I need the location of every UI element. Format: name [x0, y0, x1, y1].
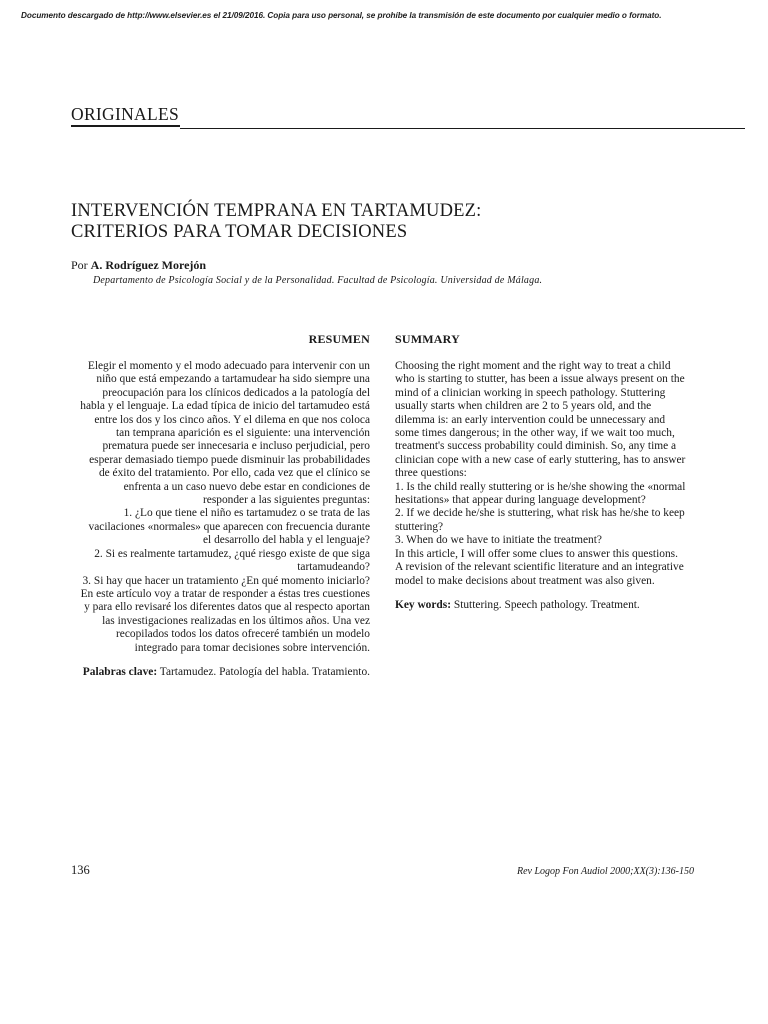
resumen-line: prematura puede ser innecesaria e incluso perjudicial, pero [102, 440, 370, 453]
summary-heading: SUMMARY [395, 332, 460, 346]
resumen-line: las investigaciones realizadas en los últimos años. Una vez [102, 614, 370, 627]
summary-line: model to make decisions about treatment was also given. [395, 574, 655, 587]
summary-column [395, 360, 695, 612]
resumen-line: vacilaciones «normales» que aparecen con frecuencia durante [88, 520, 370, 533]
title-line-2: CRITERIOS PARA TOMAR DECISIONES [71, 222, 408, 242]
page-number: 136 [71, 863, 90, 877]
summary-line: three questions: [395, 467, 467, 480]
resumen-keywords-label: Palabras clave: [82, 665, 158, 678]
download-notice: Documento descargado de http://www.elsevier.es el 21/09/2016. Copia para uso personal, se prohíbe la transmisión de este documento por cualquier medio o formato. [21, 11, 662, 20]
title-line-1: INTERVENCIÓN TEMPRANA EN TARTAMUDEZ: [71, 201, 482, 221]
summary-line: clinician cope with a new case of early stuttering, has to answer [395, 453, 686, 466]
resumen-line: En este artículo voy a tratar de responder a éstas tres cuestiones [80, 587, 370, 600]
summary-line: 1. Is the child really stuttering or is he/she showing the «normal [395, 480, 686, 493]
resumen-line: tan temprana aparición es el siguiente: una intervención [116, 427, 370, 440]
resumen-keywords [60, 666, 370, 679]
summary-line: Choosing the right moment and the right way to treat a child [395, 360, 671, 372]
summary-keywords [395, 599, 695, 612]
resumen-line: Elegir el momento y el modo adecuado para intervenir con un [87, 360, 370, 372]
summary-line: 3. When do we have to initiate the treatment? [395, 534, 602, 547]
resumen-line: 1. ¿Lo que tiene el niño es tartamudez o se trata de las [123, 507, 370, 520]
summary-keywords-label: Key words: [395, 598, 451, 611]
resumen-line: el desarrollo del habla y el lenguaje? [203, 534, 370, 547]
resumen-line: de éxito del tratamiento. Por ello, cada vez que el clínico se [98, 467, 370, 480]
resumen-line: niño que está empezando a tartamudear ha sido siempre una [96, 373, 370, 386]
resumen-line: enfrenta a un caso nuevo debe estar en condiciones de [123, 480, 370, 493]
summary-keywords-text: Stuttering. Speech pathology. Treatment. [453, 598, 640, 611]
section-underline [71, 125, 180, 127]
resumen-line: habla y el lenguaje. La edad típica de inicio del tartamudeo está [80, 400, 370, 413]
summary-line: hesitations» that appear during language development? [395, 494, 646, 507]
summary-line: In this article, I will offer some clues to answer this questions. [395, 547, 678, 560]
resumen-column [60, 360, 370, 679]
resumen-line: preocupación para los clínicos dedicados a la patología del [102, 386, 370, 399]
resumen-heading: RESUMEN [308, 332, 370, 346]
section-rule [180, 128, 745, 129]
summary-line: who is starting to stutter, has been a issue always present on the [395, 373, 685, 386]
resumen-line: esperar demasiado tiempo puede disminuir las probabilidades [89, 453, 370, 466]
resumen-keywords-text: Tartamudez. Patología del habla. Tratamiento. [159, 665, 370, 678]
resumen-line: integrado para tomar decisiones sobre intervención. [134, 641, 370, 654]
author-name: A. Rodríguez Morejón [90, 258, 207, 272]
resumen-line: 2. Si es realmente tartamudez, ¿qué riesgo existe de que siga [94, 547, 370, 560]
byline [71, 258, 206, 273]
resumen-line: recopilados todos los datos ofreceré también un modelo [115, 628, 370, 641]
byline-prefix: Por [71, 258, 88, 272]
summary-line: stuttering? [395, 520, 444, 533]
resumen-line: entre los dos y los cinco años. Y el dilema en que nos coloca [94, 413, 370, 426]
summary-line: usually starts when children are 2 to 5 years old, and the [395, 400, 652, 413]
summary-text [395, 360, 695, 588]
resumen-line: 3. Si hay que hacer un tratamiento ¿En qué momento iniciarlo? [82, 574, 370, 587]
journal-reference: Rev Logop Fon Audiol 2000;XX(3):136-150 [516, 866, 694, 877]
summary-line: some times dangerous; in the other way, if we wait too much, [395, 427, 675, 440]
summary-line: mind of a clinician working in speech pathology. Stuttering [395, 386, 666, 399]
summary-line: dilemma is: an early intervention could be unnecessary and [395, 413, 666, 426]
summary-line: A revision of the relevant scientific literature and an integrative [395, 561, 684, 574]
affiliation: Departamento de Psicología Social y de la Personalidad. Facultad de Psicología. Universidad de Málaga. [93, 275, 543, 286]
article-title [71, 201, 711, 243]
resumen-text [60, 360, 370, 655]
section-label: ORIGINALES [71, 104, 179, 124]
resumen-line: responder a las siguientes preguntas: [202, 494, 370, 507]
resumen-line: y para ello revisaré los diferentes datos que al respecto aportan [84, 601, 370, 614]
summary-line: 2. If we decide he/she is stuttering, what risk has he/she to keep [395, 507, 685, 520]
resumen-line: tartamudeando? [297, 561, 370, 574]
summary-line: treatment's success probability could diminish. So, any time a [395, 440, 677, 453]
